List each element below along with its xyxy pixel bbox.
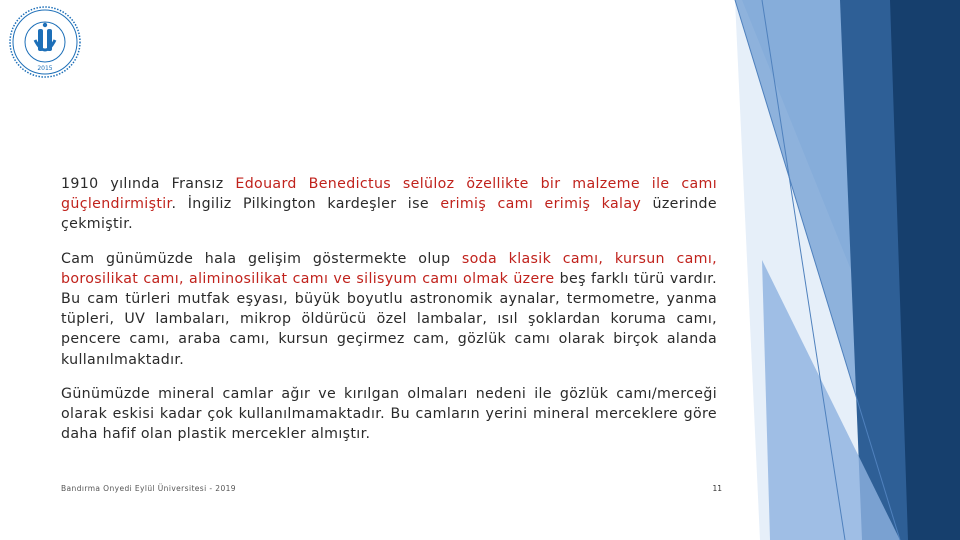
footer-text: Bandırma Onyedi Eylül Üniversitesi - 2019 [61,484,236,493]
university-logo [4,4,86,80]
page-number: 11 [712,484,722,493]
paragraph-history [61,174,717,235]
paragraph-text: Günümüzde mineral camlar ağır ve kırılgan olmaları nedeni ile gözlük camı/merceği olarak eskisi kadar çok kullanılmamaktadır. Bu camların yerini mineral merceklere göre daha hafif olan plastik mercekler almıştır. [61,385,717,443]
highlighted-text: Edouard Benedictus selüloz özellikte bir malzeme ile camı güçlendirmiştir [61,176,717,213]
paragraph-mineral-lenses [61,384,717,445]
paragraph-text: üzerinde çekmiştir. [61,196,717,233]
slide-body [61,174,717,458]
paragraph-text: . İngiliz Pilkington kardeşler ise [171,196,441,213]
paragraph-text: Cam günümüzde hala gelişim göstermekte olup [61,250,462,267]
paragraph-text: 1910 yılında Fransız [61,176,236,192]
highlighted-text: soda klasik camı, kursun camı, borosilikat camı, aliminosilikat camı ve silisyum camı olmak üzere [61,250,717,287]
logo-year: 2015 [37,65,53,72]
highlighted-text: erimiş camı erimiş kalay [440,196,642,213]
paragraph-text: beş farklı türü vardır. Bu cam türleri mutfak eşyası, büyük boyutlu astronomik aynalar, termometre, yanma tüpleri, UV lambaları, mikrop öldürücü özel lambalar, ısıl şoklardan koruma camı, pencere camı, araba camı, kursun geçirmez cam, gözlük camı olarak birçok alanda kullanılmaktadır. [61,270,717,368]
paragraph-glass-types [61,249,717,370]
